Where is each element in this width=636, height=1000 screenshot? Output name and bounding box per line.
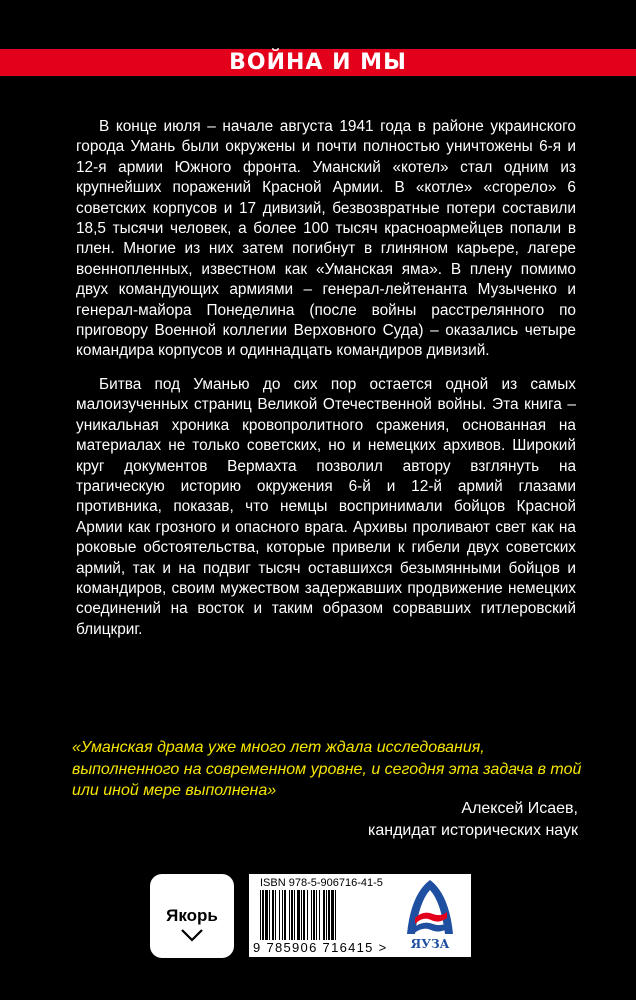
quote-attribution <box>368 798 578 841</box>
yauza-logo-text: ЯУЗА <box>410 937 450 951</box>
series-band <box>0 49 636 76</box>
series-title: ВОЙНА И МЫ <box>229 50 407 75</box>
description-paragraph: В конце июля – начале августа 1941 года в районе украинского города Умань были окружены и почти полностью уничтожены 6-я и 12-я армии Южного фронта. Уманский «котел» стал одним из крупнейших поражений Красной Армии. В «котле» «сгорело» 6 советских корпусов и 17 дивизий, безвозвратные потери составили 18,5 тысячи человек, а более 100 тысяч красноармейцев попали в плен. Многие из них затем погибнут в глиняном карьере, лагере военнопленных, известном как «Уманская яма». В плену помимо двух командующих армиями – генерал-лейтенанта Музыченко и генерал-майора Понеделина (после войны расстрелянного по приговору Военной коллегии Верховного Суда) – оказались четыре командира корпусов и одиннадцать командиров дивизий. <box>76 118 576 360</box>
isbn-text: ISBN 978-5-906716-41-5 <box>260 877 383 889</box>
anchor-chevron-icon <box>180 928 204 942</box>
yauza-wave-icon <box>389 874 471 938</box>
barcode-digits: 9 785906 716415 > <box>253 940 388 955</box>
yakor-publisher-logo <box>150 874 234 958</box>
quote-author-title: кандидат исторических наук <box>367 821 578 839</box>
book-description <box>76 117 576 653</box>
yakor-logo-text: Якорь <box>166 906 218 925</box>
barcode-bars <box>260 890 388 940</box>
quote-author: Алексей Исаев, <box>461 800 578 817</box>
review-quote: «Уманская драма уже много лет ждала исследования, выполненного на современном уровне, и сегодня эта задача в той или иной мере выполнена» <box>72 739 582 799</box>
yauza-publisher-logo <box>389 874 471 957</box>
description-paragraph: Битва под Уманью до сих пор остается одной из самых малоизученных страниц Великой Отечественной войны. Эта книга – уникальная хроника кровопролитного сражения, основанная на материалах не только советских, но и немецких архивов. Широкий круг документов Вермахта позволил автору взглянуть на трагическую историю окружения 6-й и 12-й армий глазами противника, показав, что немцы воспринимали бойцов Красной Армии как грозного и опасного врага. Архивы проливают свет как на роковые обстоятельства, которые привели к гибели двух советских армий, так и на подвиг тысяч оставшихся безымянными бойцов и командиров, своим мужеством задержавших продвижение немецких соединений на восток и таким образом сорвавших гитлеровский блицкриг. <box>76 375 576 638</box>
